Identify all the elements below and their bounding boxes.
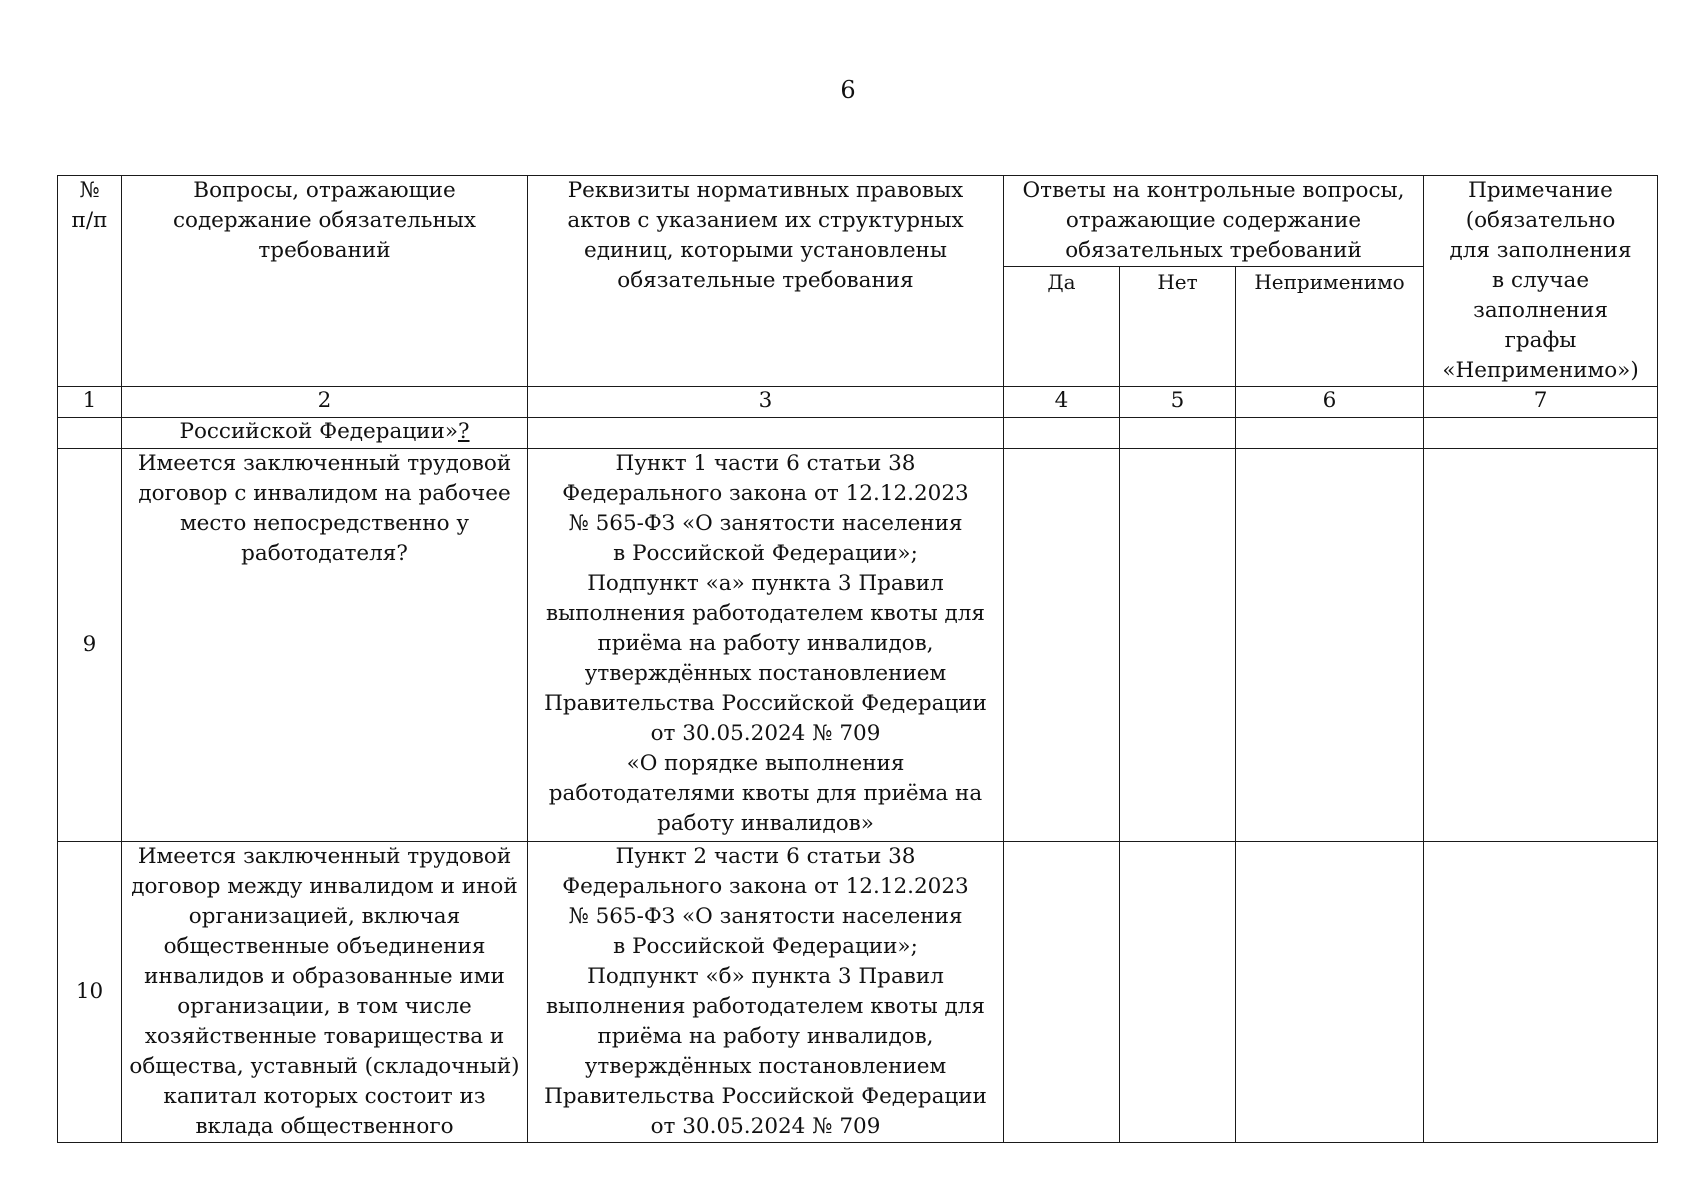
continuation-question: Российской Федерации»? <box>122 418 528 449</box>
note-cell[interactable] <box>1424 449 1658 842</box>
page-number: 6 <box>840 76 856 104</box>
row-index: 10 <box>58 842 122 1143</box>
question-cell: Имеется заключенный трудовой договор между инвалидом и иной организацией, включая общественные объединения инвалидов и образованные ими организации, в том числе хозяйственные товарищества и общества, уставный (складочный) капитал которых состоит из вклада общественного <box>122 842 528 1143</box>
checklist-table <box>57 175 1658 1143</box>
column-number: 6 <box>1236 387 1424 418</box>
legal-refs-cell: Пункт 2 части 6 статьи 38 Федерального закона от 12.12.2023 № 565-ФЗ «О занятости населения в Российской Федерации»; Подпункт «б» пункта 3 Правил выполнения работодателем квоты для приёма на работу инвалидов, утверждённых постановлением Правительства Российской Федерации от 30.05.2024 № 709 <box>528 842 1004 1143</box>
note-cell[interactable] <box>1424 842 1658 1143</box>
header-number: № п/п <box>58 176 122 387</box>
answer-cell <box>1424 418 1658 449</box>
column-number-row <box>58 387 1658 418</box>
answer-no-cell[interactable] <box>1120 449 1236 842</box>
answer-cell <box>1004 418 1120 449</box>
header-answer-na: Неприменимо <box>1236 267 1424 387</box>
header-row <box>58 176 1658 267</box>
continuation-row <box>58 418 1658 449</box>
table-row <box>58 842 1658 1143</box>
column-number: 1 <box>58 387 122 418</box>
answer-cell <box>58 418 122 449</box>
header-answer-no: Нет <box>1120 267 1236 387</box>
column-number: 7 <box>1424 387 1658 418</box>
column-number: 3 <box>528 387 1004 418</box>
column-number: 5 <box>1120 387 1236 418</box>
header-legal-refs: Реквизиты нормативных правовых актов с указанием их структурных единиц, которыми установлены обязательные требования <box>528 176 1004 387</box>
answer-cell <box>1236 418 1424 449</box>
answer-na-cell[interactable] <box>1236 449 1424 842</box>
answer-cell <box>528 418 1004 449</box>
answer-na-cell[interactable] <box>1236 842 1424 1143</box>
answer-yes-cell[interactable] <box>1004 449 1120 842</box>
header-questions: Вопросы, отражающие содержание обязательных требований <box>122 176 528 387</box>
header-note: Примечание (обязательно для заполнения в случае заполнения графы «Неприменимо») <box>1424 176 1658 387</box>
table-row <box>58 449 1658 842</box>
answer-yes-cell[interactable] <box>1004 842 1120 1143</box>
row-index: 9 <box>58 449 122 842</box>
answer-no-cell[interactable] <box>1120 842 1236 1143</box>
header-answers: Ответы на контрольные вопросы, отражающие содержание обязательных требований <box>1004 176 1424 267</box>
column-number: 4 <box>1004 387 1120 418</box>
column-number: 2 <box>122 387 528 418</box>
header-answer-yes: Да <box>1004 267 1120 387</box>
question-cell: Имеется заключенный трудовой договор с инвалидом на рабочее место непосредственно у работодателя? <box>122 449 528 842</box>
legal-refs-cell: Пункт 1 части 6 статьи 38 Федерального закона от 12.12.2023 № 565-ФЗ «О занятости населения в Российской Федерации»; Подпункт «а» пункта 3 Правил выполнения работодателем квоты для приёма на работу инвалидов, утверждённых постановлением Правительства Российской Федерации от 30.05.2024 № 709 «О порядке выполнения работодателями квоты для приёма на работу инвалидов» <box>528 449 1004 842</box>
answer-cell <box>1120 418 1236 449</box>
